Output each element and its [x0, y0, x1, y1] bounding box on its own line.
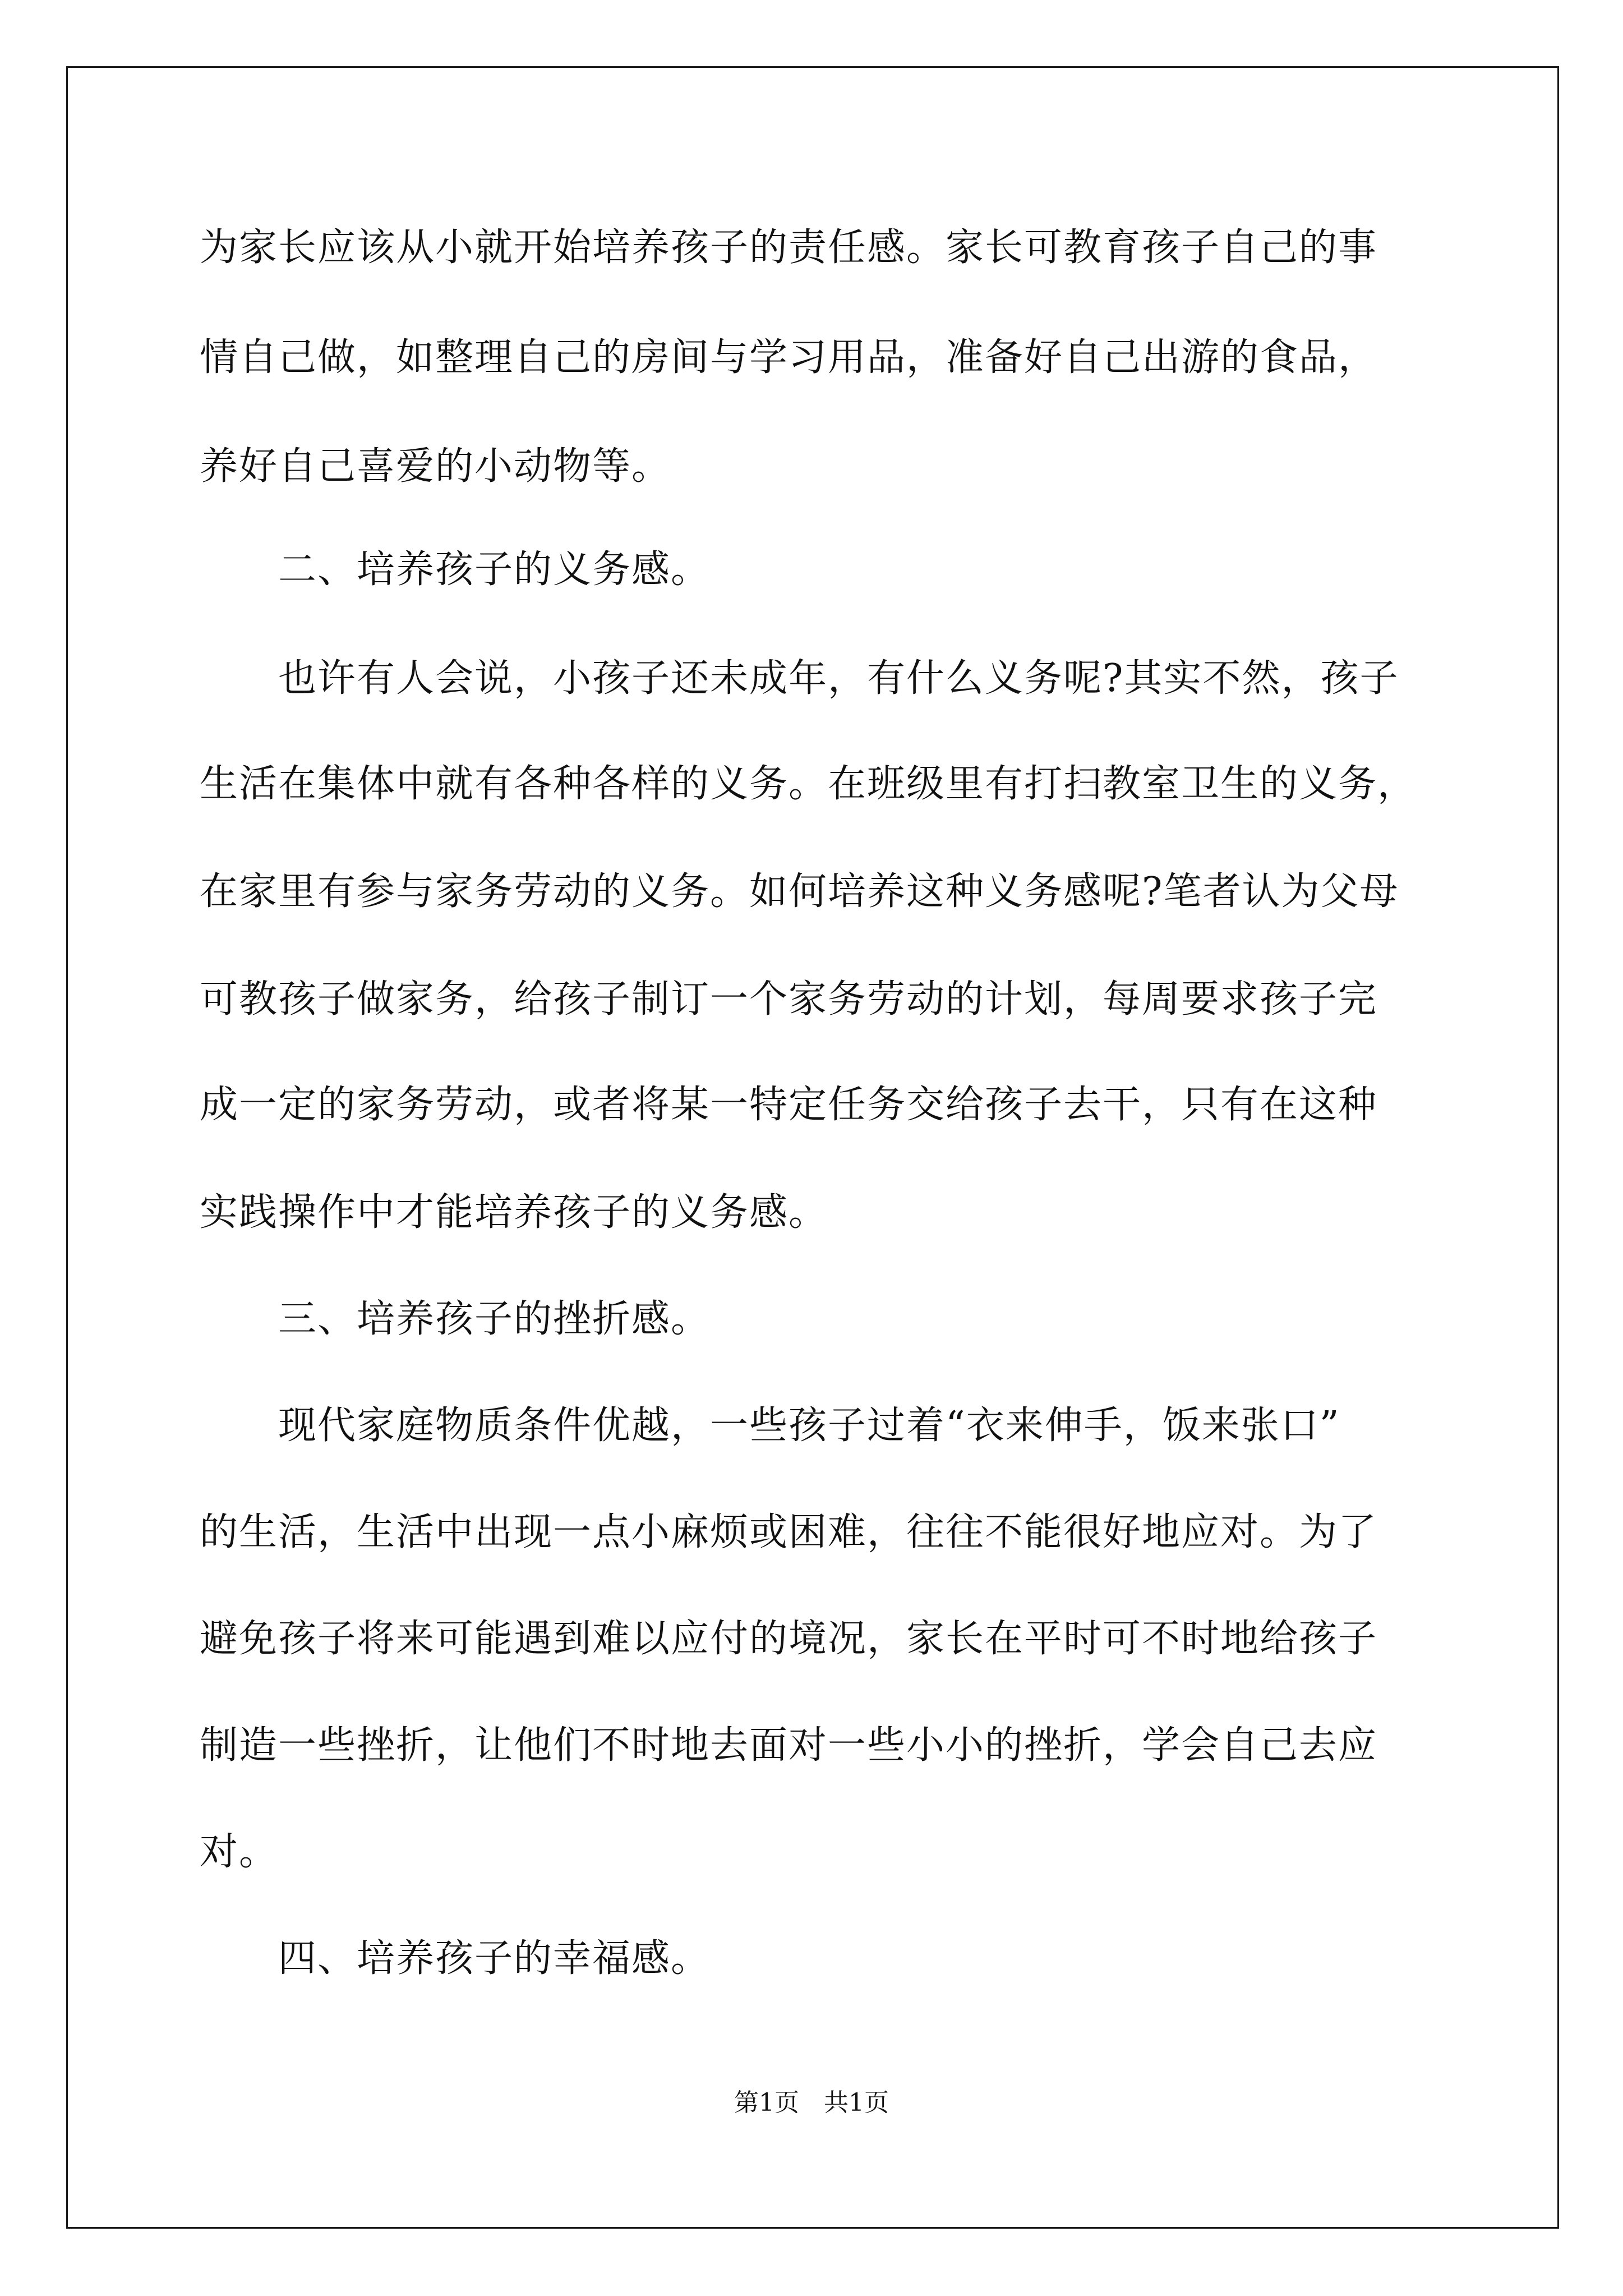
body-line-5: 也许有人会说，小孩子还未成年，有什么义务呢?其实不然，孩子: [200, 656, 1399, 701]
page-footer: 第1页 共1页: [734, 2088, 889, 2117]
body-line-8: 可教孩子做家务，给孩子制订一个家务劳动的计划，每周要求孩子完: [200, 977, 1378, 1022]
body-line-14: 避免孩子将来可能遇到难以应付的境况，家长在平时可不时地给孩子: [200, 1617, 1378, 1661]
body-line-13: 的生活，生活中出现一点小麻烦或困难，往往不能很好地应对。为了: [200, 1510, 1378, 1554]
body-line-15: 制造一些挫折，让他们不时地去面对一些小小的挫折，学会自己去应: [200, 1723, 1378, 1768]
section-heading-4: 四、培养孩子的幸福感。: [200, 1936, 711, 1981]
body-line-12: 现代家庭物质条件优越，一些孩子过着“衣来伸手，饭来张口”: [200, 1404, 1340, 1448]
body-line-2: 情自己做，如整理自己的房间与学习用品，准备好自己出游的食品，: [200, 335, 1378, 380]
body-line-10: 实践操作中才能培养孩子的义务感。: [200, 1190, 828, 1235]
body-line-7: 在家里有参与家务劳动的义务。如何培养这种义务感呢?笔者认为父母: [200, 869, 1399, 914]
body-line-9: 成一定的家务劳动，或者将某一特定任务交给孩子去干，只有在这种: [200, 1083, 1378, 1127]
section-heading-3: 三、培养孩子的挫折感。: [200, 1297, 711, 1341]
section-heading-2: 二、培养孩子的义务感。: [200, 547, 711, 592]
body-line-6: 生活在集体中就有各种各样的义务。在班级里有打扫教室卫生的义务，: [200, 762, 1417, 806]
page-border: [66, 66, 1559, 2229]
body-line-3: 养好自己喜爱的小动物等。: [200, 444, 671, 489]
body-line-16: 对。: [200, 1830, 279, 1874]
body-line-1: 为家长应该从小就开始培养孩子的责任感。家长可教育孩子自己的事: [200, 226, 1378, 270]
